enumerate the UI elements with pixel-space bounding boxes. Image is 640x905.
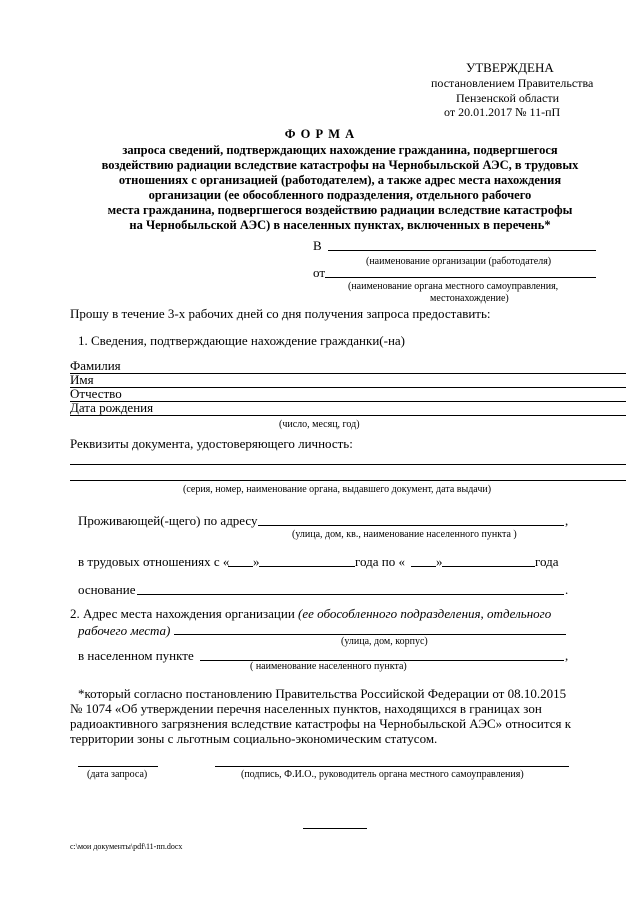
to-prefix: В [313,238,322,253]
date-hint: (дата запроса) [87,769,148,780]
section2-line1 [70,606,551,622]
from-hint-1: (наименование органа местного самоуправления, [348,281,559,292]
basis-line[interactable] [137,594,564,595]
sign-hint: (подпись, Ф.И.О., руководитель органа местного самоуправления) [241,769,524,780]
employment-mid3: » [436,554,443,569]
org-address-line[interactable] [174,634,566,635]
address-line[interactable] [258,525,564,526]
locality-end: , [565,648,569,663]
form-subtitle-5: места гражданина, подвергшегося воздействию радиации вследствие катастрофы [107,203,573,217]
patronymic-field[interactable] [70,387,626,402]
separator-line [303,828,367,829]
employment-day-from[interactable] [228,566,253,567]
section2-lead: 2. Адрес места нахождения организации [70,606,299,621]
footnote-line-3: радиоактивного загрязнения вследствие катастрофы на Чернобыльской АЭС» относится к [70,716,572,731]
file-path: c:\мои документы\pdf\11-пп.docx [70,842,183,851]
from-hint-2: местонахождение) [430,293,509,304]
name-field[interactable] [70,373,626,388]
to-hint: (наименование организации (работодателя) [366,256,552,267]
name-label: Имя [70,372,94,387]
form-subtitle-4: организации (ее обособленного подразделения, отдельного рабочего [148,188,532,202]
locality-hint: ( наименование населенного пункта) [250,661,407,672]
doc-hint: (серия, номер, наименование органа, выдавшего документ, дата выдачи) [183,484,492,495]
footnote-line-4: территории зоны с льготным социально-экономическим статусом. [70,731,438,746]
doc-line-2[interactable] [70,480,626,481]
approval-line1: постановлением Правительства [431,76,594,90]
approval-line2: Пензенской области [456,91,559,105]
footnote-line-2: № 1074 «Об утверждении перечня населенных пунктов, находящихся в границах зон [70,701,542,716]
form-title: Ф О Р М А [284,127,356,141]
form-subtitle-3: отношениях с организацией (работодателем), а также адрес места нахождения [118,173,562,187]
employment-mid1: » [253,554,260,569]
address-label: Проживающей(-щего) по адресу [78,513,258,528]
basis-end: . [565,582,569,597]
form-subtitle-1: запроса сведений, подтверждающих нахождение гражданина, подвергшегося [122,143,558,157]
employment-month-to[interactable] [442,566,535,567]
address-hint: (улица, дом, кв., наименование населенного пункта ) [292,529,517,540]
employment-mid2: года по « [355,554,405,569]
form-subtitle-2: воздействию радиации вследствие катастрофы на Чернобыльской АЭС, в трудовых [101,158,579,172]
org-address-hint: (улица, дом, корпус) [341,636,428,647]
dob-hint: (число, месяц, год) [279,419,360,430]
section1-title: 1. Сведения, подтверждающие нахождение гражданки(-на) [78,333,406,348]
employment-suffix: года [535,554,559,569]
footnote-line-1: *который согласно постановлению Правительства Российской Федерации от 08.10.2015 [78,686,567,701]
sign-line[interactable] [215,766,569,767]
request-text: Прошу в течение 3-х рабочих дней со дня получения запроса предоставить: [70,306,491,321]
form-subtitle-6: на Чернобыльской АЭС) в населенных пунктах, включенных в перечень* [129,218,551,232]
surname-label: Фамилия [70,358,121,373]
section2-italic2: рабочего места) [78,623,171,638]
dob-label: Дата рождения [70,400,154,415]
approval-line3: от 20.01.2017 № 11-пП [444,105,561,119]
address-end: , [565,513,569,528]
section2-italic1: (ее обособленного подразделения, отдельного [298,606,552,621]
dob-field[interactable] [70,401,626,416]
employment-month-from[interactable] [259,566,355,567]
patronymic-label: Отчество [70,386,122,401]
locality-label: в населенном пункте [78,648,194,663]
employment-day-to[interactable] [411,566,436,567]
basis-label: основание [78,582,136,597]
from-line[interactable] [325,277,596,278]
surname-field[interactable] [70,359,626,374]
doc-label: Реквизиты документа, удостоверяющего личность: [70,436,353,451]
from-prefix: от [313,265,326,280]
approval-title: УТВЕРЖДЕНА [466,60,554,75]
employment-prefix: в трудовых отношениях с « [78,554,230,569]
date-line[interactable] [78,766,158,767]
to-line[interactable] [328,250,596,251]
doc-line-1[interactable] [70,464,626,465]
